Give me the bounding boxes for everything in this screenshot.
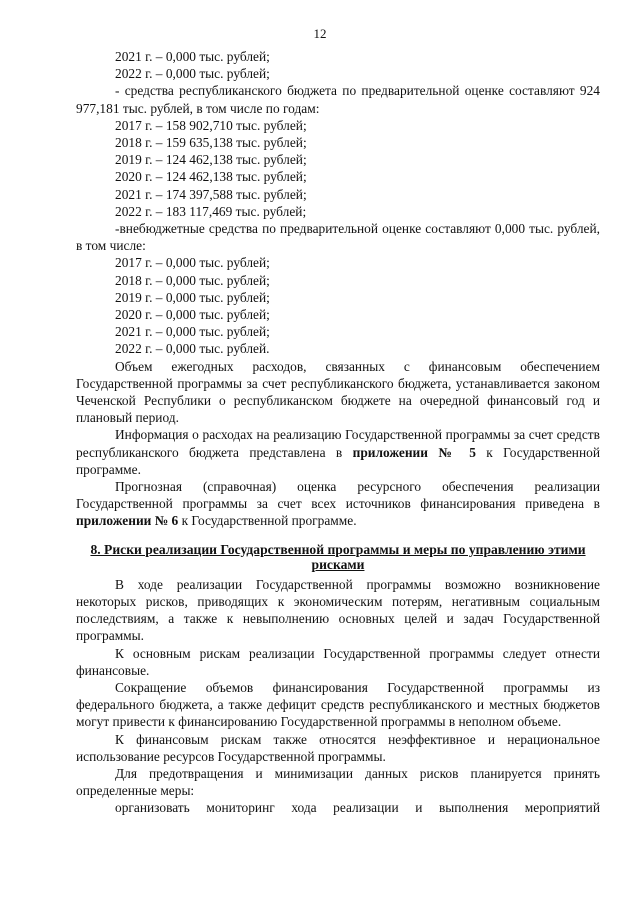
republic-budget-paragraph: - средства республиканского бюджета по предварительной оценке составляют 924 977,181 тыс. рублей, в том числе по годам:: [76, 83, 600, 116]
forecast-text-after: к Государственной программе.: [178, 513, 357, 529]
year-line: 2019 г. – 0,000 тыс. рублей;: [115, 289, 270, 305]
volume-paragraph: Объем ежегодных расходов, связанных с финансовым обеспечением Государственной программы за счет республиканского бюджета, устанавливается законом Чеченской Республики о республиканском бюджете на очередной финансовый год и плановый период.: [76, 358, 600, 426]
page-number: 12: [313, 26, 327, 41]
year-line: 2019 г. – 124 462,138 тыс. рублей;: [115, 152, 307, 168]
year-line: 2020 г. – 0,000 тыс. рублей;: [115, 307, 270, 323]
forecast-text-before: Прогнозная (справочная) оценка ресурсного обеспечения реализации Государственной программы за счет всех источников финансирования приведена в: [76, 479, 600, 512]
risk-paragraph: К финансовым рискам также относятся неэффективное и нерациональное использование ресурсов Государственной программы.: [76, 731, 600, 764]
risk-paragraph-last: организовать мониторинг хода реализации и выполнения мероприятий: [115, 800, 600, 816]
appendix-5-reference: приложении № 5: [352, 444, 476, 460]
info-text-after: к Государственной программе.: [76, 444, 600, 477]
appendix-6-reference: приложении № 6: [76, 513, 179, 529]
document-body: [76, 48, 600, 817]
year-line: 2022 г. – 0,000 тыс. рублей;: [115, 66, 270, 82]
extra-budget-paragraph: -внебюджетные средства по предварительной оценке составляют 0,000 тыс. рублей, в том числе:: [76, 221, 600, 254]
year-line: 2021 г. – 0,000 тыс. рублей;: [115, 324, 270, 340]
year-line: 2018 г. – 0,000 тыс. рублей;: [115, 272, 270, 288]
info-paragraph: [76, 426, 600, 478]
year-line: 2017 г. – 158 902,710 тыс. рублей;: [115, 117, 307, 133]
year-line: 2021 г. – 174 397,588 тыс. рублей;: [115, 186, 307, 202]
risk-paragraph: Сокращение объемов финансирования Государственной программы из федерального бюджета, а также дефицит средств республиканского и местных бюджетов могут привести к финансированию Государственной программы в неполном объеме.: [76, 679, 600, 730]
year-line: 2018 г. – 159 635,138 тыс. рублей;: [115, 135, 307, 151]
risk-paragraph: В ходе реализации Государственной программы возможно возникновение некоторых рисков, приводящих к экономическим потерям, негативным социальным последствиям, а также к невыполнению основных целей и задач Государственной программы.: [76, 576, 600, 644]
year-line: 2017 г. – 0,000 тыс. рублей;: [115, 255, 270, 271]
year-line: 2022 г. – 183 117,469 тыс. рублей;: [115, 203, 307, 219]
year-line: 2021 г. – 0,000 тыс. рублей;: [115, 49, 270, 64]
year-line: 2022 г. – 0,000 тыс. рублей.: [115, 341, 270, 357]
forecast-paragraph: [76, 478, 600, 530]
risk-paragraph: К основным рискам реализации Государственной программы следует отнести финансовые.: [76, 645, 600, 678]
risk-paragraph: Для предотвращения и минимизации данных рисков планируется принять определенные меры:: [76, 765, 600, 799]
section-8-title: 8. Риски реализации Государственной программы и меры по управлению этими рисками: [90, 541, 586, 573]
info-text-before: Информация о расходах на реализацию Государственной программы за счет средств республиканского бюджета представлена в: [76, 427, 600, 460]
year-line: 2020 г. – 124 462,138 тыс. рублей;: [115, 169, 307, 185]
